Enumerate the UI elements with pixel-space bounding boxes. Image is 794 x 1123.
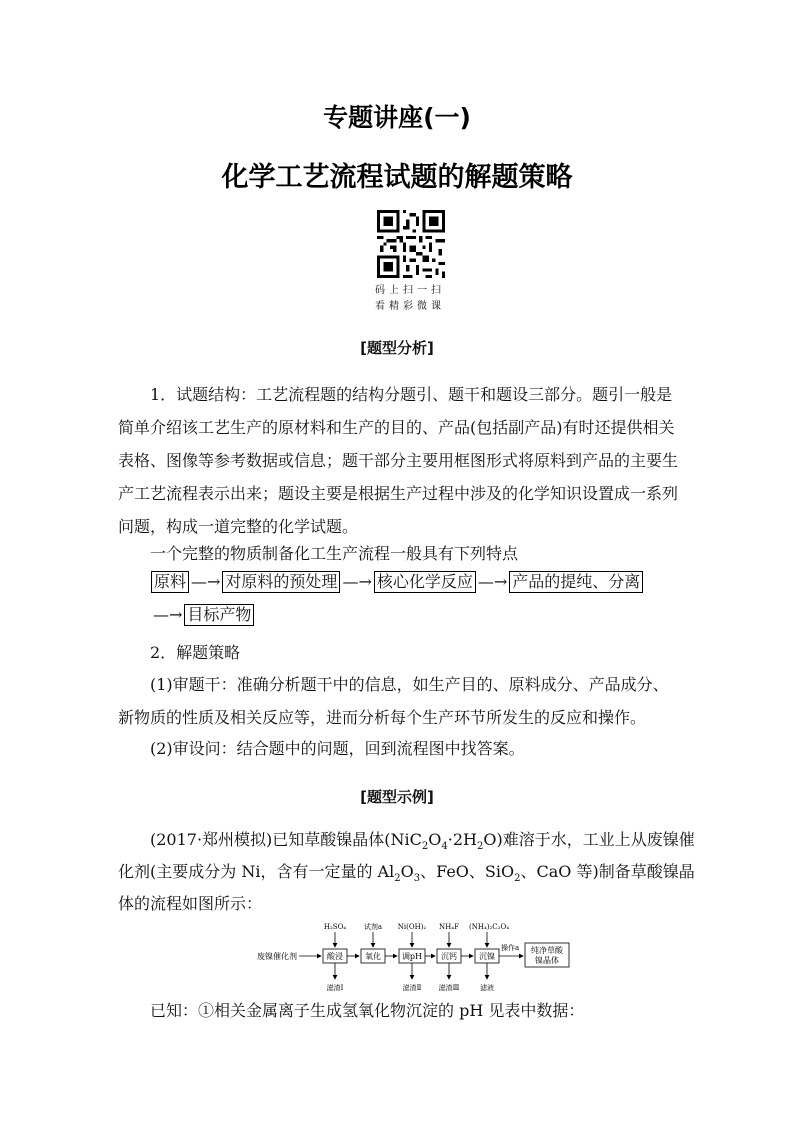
example-text: 化剂(主要成分为 Ni，含有一定量的 Al [118, 862, 395, 881]
flow-step-core-reaction: 核心化学反应 [374, 571, 476, 593]
diagram-step-precipitate-nickel: 沉镍 [479, 952, 495, 961]
process-flow-diagram [255, 919, 571, 999]
flow-step-pretreatment: 对原料的预处理 [222, 571, 340, 593]
diagram-reagent-oxalate: (NH₄)₂C₂O₄ [468, 923, 510, 931]
diagram-step-oxidize: 氧化 [365, 952, 381, 961]
diagram-reagent-h2so4: H₂SO₄ [323, 923, 347, 931]
example-line2 [118, 861, 695, 890]
diagram-input-label: 废镍催化剂 [257, 952, 297, 961]
example-text: (2017·郑州模拟)已知草酸镍晶体(NiC [150, 830, 422, 849]
subscript: 2 [477, 841, 484, 853]
subscript: 2 [514, 873, 521, 885]
qr-code-icon[interactable] [377, 210, 445, 278]
flow-step-target-product: 目标产物 [184, 604, 254, 626]
section-heading-example: [题型示例] [360, 788, 434, 806]
qr-caption-line2: 看精彩微课 [375, 301, 445, 312]
flow-arrow-icon: —→ [153, 605, 183, 624]
flow-step-raw-material: 原料 [151, 571, 189, 593]
example-text: 、CaO 等)制备草酸镍晶 [520, 862, 695, 881]
diagram-step-remove-calcium: 沉钙 [441, 952, 457, 961]
subscript: 2 [394, 873, 401, 885]
diagram-reagent-nioh2: Ni(OH)₂ [397, 923, 427, 931]
section-heading-analysis: [题型分析] [360, 339, 434, 357]
example-text: O)难溶于水，工业上从废镍催 [483, 830, 695, 849]
example-text: 、FeO、SiO [420, 862, 515, 881]
diagram-step-acid-leach: 酸浸 [327, 952, 343, 961]
flow-step-purification: 产品的提纯、分离 [509, 571, 643, 593]
process-flow-row1 [151, 571, 643, 593]
paragraph-strategy-heading: 2．解题策略 [150, 643, 241, 662]
diagram-operation-label: 操作a [501, 944, 520, 952]
paragraph-structure: 1．试题结构：工艺流程题的结构分题引、题干和题设三部分。题引一般是简单介绍该工艺生产的原材料和生产的目的、产品(包括副产品)有时还提供相关表格、图像等参考数据或信息；题干部分主要用框图形式将原料到产品的主要生产工艺流程表示出来；题设主要是根据生产过程中涉及的化学知识设置成一系列问题，构成一道完整的化学试题。 [118, 385, 679, 536]
flow-arrow-icon: —→ [191, 572, 221, 591]
diagram-residue-3: 滤渣Ⅲ [438, 984, 460, 992]
example-line1 [150, 829, 695, 858]
flow-arrow-icon: —→ [477, 572, 508, 591]
example-text: O [400, 862, 414, 881]
diagram-reagent-nh4f: NH₄F [439, 923, 459, 931]
example-text: ·2H [447, 830, 477, 849]
diagram-reagent-a: 试剂a [363, 923, 383, 931]
diagram-step-adjust-ph: 调pH [401, 952, 423, 961]
paragraph-review-questions: (2)审设问：结合题中的问题，回到流程图中找答案。 [150, 739, 525, 758]
subscript: 4 [441, 841, 448, 853]
example-text: O [428, 830, 442, 849]
diagram-product-line1: 纯净草酸 [531, 946, 563, 955]
subscript: 2 [421, 841, 429, 853]
subscript: 3 [413, 873, 421, 885]
page-title: 专题讲座(一) [323, 103, 471, 132]
diagram-product-line2: 镍晶体 [535, 956, 559, 965]
page-subtitle: 化学工艺流程试题的解题策略 [221, 162, 573, 193]
process-flow-row2 [151, 604, 254, 626]
diagram-residue-1: 滤渣Ⅰ [326, 984, 344, 992]
flow-arrow-icon: —→ [342, 572, 372, 591]
example-line3: 体的流程如图所示： [118, 894, 263, 913]
diagram-filtrate: 滤液 [480, 984, 494, 992]
qr-caption-line1: 码上扫一扫 [375, 285, 445, 296]
paragraph-flow-intro: 一个完整的物质制备化工生产流程一般具有下列特点 [150, 544, 519, 563]
paragraph-review-stem: (1)审题干：准确分析题干中的信息，如生产目的、原料成分、产品成分、新物质的性质及相关反应等，进而分析每个生产环节所发生的反应和操作。 [118, 675, 669, 727]
diagram-residue-2: 滤渣Ⅱ [402, 984, 422, 992]
example-known-condition: 已知：①相关金属离子生成氢氧化物沉淀的 pH 见表中数据： [150, 1001, 585, 1020]
